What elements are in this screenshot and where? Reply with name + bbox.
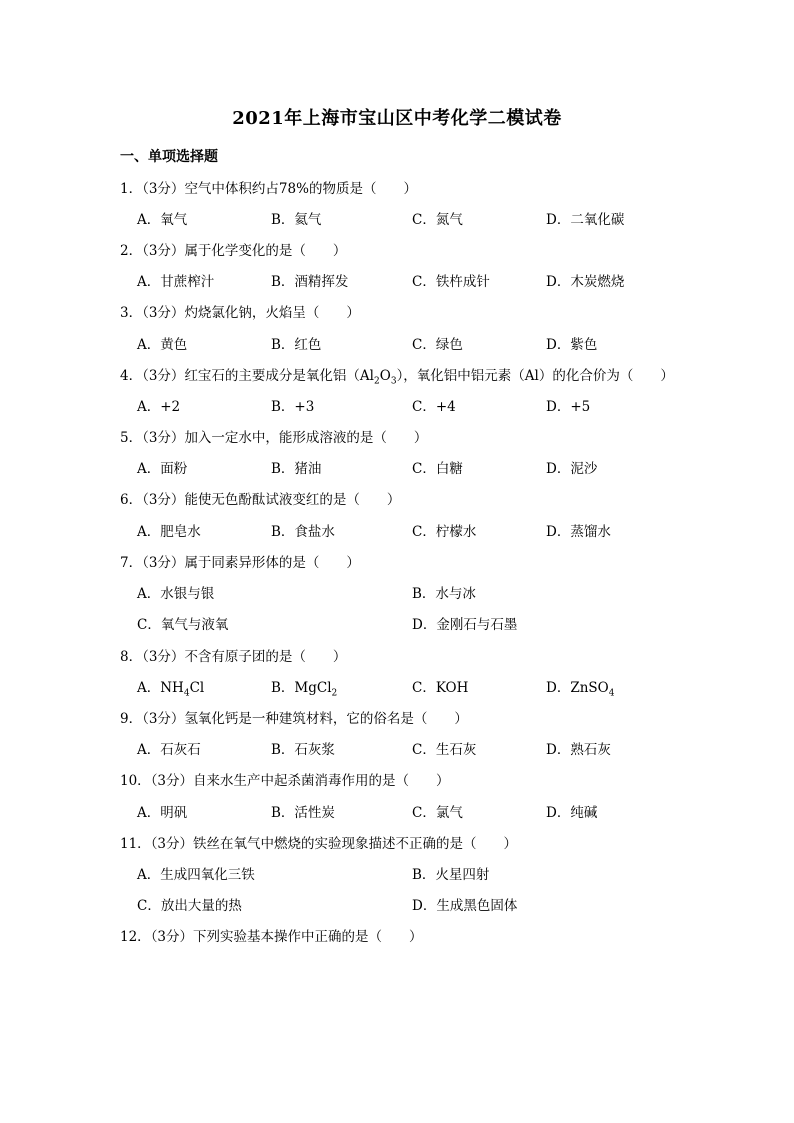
question-4	[120, 364, 674, 387]
subscript: 2	[331, 688, 338, 699]
question-score: （3分）	[142, 305, 185, 321]
exam-title: 2021年上海市宝山区中考化学二模试卷	[232, 108, 562, 129]
question-text: 氢氧化钙是一种建筑材料，它的俗名是（ ）	[184, 711, 468, 727]
option-d[interactable]: D．蒸馏水	[546, 524, 611, 540]
option-b[interactable]: B．石灰浆	[271, 742, 335, 758]
question-text: 属于化学变化的是（ ）	[184, 243, 347, 259]
option-c[interactable]: C．氯气	[412, 805, 463, 821]
question-8-options	[137, 676, 677, 699]
option-a[interactable]: A．黄色	[137, 337, 188, 353]
option-b[interactable]: B．水与冰	[412, 586, 476, 602]
question-5	[120, 426, 427, 446]
subscript: 4	[183, 688, 190, 699]
question-text: 不含有原子团的是（ ）	[184, 649, 347, 665]
option-a[interactable]: A．明矾	[137, 805, 188, 821]
question-text: 红宝石的主要成分是氧化铝（Al	[184, 368, 375, 384]
question-score: （3分）	[142, 555, 185, 571]
option-a[interactable]	[137, 676, 204, 699]
option-c[interactable]: C．+4	[412, 399, 456, 415]
question-7	[120, 551, 360, 571]
question-11-options-row2	[137, 894, 677, 912]
question-score: （3分）	[142, 430, 185, 446]
subscript: 4	[608, 688, 615, 699]
option-c[interactable]: C．柠檬水	[412, 524, 477, 540]
option-d[interactable]: D．二氧化碳	[546, 212, 625, 228]
question-score: （3分）	[142, 243, 185, 259]
question-number: 8．	[120, 649, 143, 665]
question-number: 4．	[120, 368, 143, 384]
option-a[interactable]: A．面粉	[137, 461, 188, 477]
question-number: 5．	[120, 430, 143, 446]
option-d[interactable]: D．熟石灰	[546, 742, 611, 758]
question-number: 3．	[120, 305, 143, 321]
option-c[interactable]: C．KOH	[412, 680, 469, 696]
option-c[interactable]: C．放出大量的热	[137, 898, 242, 914]
question-score: （3分）	[142, 492, 185, 508]
option-text: B．MgCl	[271, 680, 332, 696]
question-number: 12．	[120, 929, 151, 945]
question-text: 下列实验基本操作中正确的是（ ）	[193, 929, 423, 945]
question-number: 9．	[120, 711, 143, 727]
question-12	[120, 925, 423, 945]
question-number: 7．	[120, 555, 143, 571]
question-1	[120, 177, 417, 197]
option-d[interactable]: D．金刚石与石墨	[412, 617, 518, 633]
question-text: O	[379, 368, 391, 384]
question-score: （3分）	[150, 773, 194, 789]
option-a[interactable]: A．甘蔗榨汁	[137, 274, 215, 290]
question-score: （3分）	[150, 836, 194, 852]
question-score: （3分）	[150, 929, 194, 945]
option-b[interactable]: B．火星四射	[412, 867, 490, 883]
option-b[interactable]: B．食盐水	[271, 524, 335, 540]
question-2	[120, 239, 346, 259]
question-9-options	[137, 738, 677, 756]
option-d[interactable]: D．纯碱	[546, 805, 598, 821]
question-9	[120, 707, 468, 727]
question-5-options	[137, 457, 677, 475]
section-heading: 一、单项选择题	[120, 149, 218, 165]
option-d[interactable]: D．生成黑色固体	[412, 898, 518, 914]
question-number: 11．	[120, 836, 151, 852]
option-text: Cl	[189, 680, 205, 696]
question-text: 空气中体积约占78%的物质是（ ）	[184, 181, 417, 197]
question-6-options	[137, 520, 677, 538]
option-b[interactable]: B．猪油	[271, 461, 322, 477]
option-d[interactable]	[546, 676, 614, 699]
option-a[interactable]: A．水银与银	[137, 586, 215, 602]
question-3-options	[137, 333, 677, 351]
subscript: 3	[390, 376, 397, 387]
question-score: （3分）	[142, 649, 185, 665]
question-text: 灼烧氯化钠，火焰呈（ ）	[184, 305, 360, 321]
question-10-options	[137, 801, 677, 819]
option-b[interactable]	[271, 676, 337, 699]
option-c[interactable]: C．生石灰	[412, 742, 477, 758]
question-number: 10．	[120, 773, 151, 789]
question-11-options-row1	[137, 863, 677, 881]
question-text: 属于同素异形体的是（ ）	[184, 555, 360, 571]
option-d[interactable]: D．+5	[546, 399, 591, 415]
option-b[interactable]: B．酒精挥发	[271, 274, 349, 290]
option-text: D．ZnSO	[546, 680, 609, 696]
option-d[interactable]: D．紫色	[546, 337, 598, 353]
question-text: 自来水生产中起杀菌消毒作用的是（ ）	[193, 773, 450, 789]
question-text: 加入一定水中，能形成溶液的是（ ）	[184, 430, 428, 446]
question-number: 1．	[120, 181, 143, 197]
question-10	[120, 769, 450, 789]
subscript: 2	[374, 376, 380, 387]
question-6	[120, 488, 400, 508]
question-text: 铁丝在氧气中燃烧的实验现象描述不正确的是（ ）	[193, 836, 518, 852]
option-a[interactable]: A．石灰石	[137, 742, 201, 758]
option-c[interactable]: C．绿色	[412, 337, 463, 353]
option-b[interactable]: B．+3	[271, 399, 315, 415]
option-a[interactable]: A．+2	[137, 399, 181, 415]
question-score: （3分）	[142, 181, 185, 197]
question-1-options	[137, 208, 677, 226]
question-7-options-row1	[137, 582, 677, 600]
option-b[interactable]: B．活性炭	[271, 805, 335, 821]
option-text: A．NH	[137, 680, 184, 696]
option-a[interactable]: A．氧气	[137, 212, 188, 228]
option-b[interactable]: B．氦气	[271, 212, 322, 228]
question-3	[120, 301, 360, 321]
option-a[interactable]: A．生成四氧化三铁	[137, 867, 255, 883]
question-8	[120, 645, 346, 665]
question-4-options	[137, 395, 677, 413]
option-c[interactable]: C．铁杵成针	[412, 274, 490, 290]
question-text: 能使无色酚酞试液变红的是（ ）	[184, 492, 401, 508]
question-text: ），氧化铝中铝元素（Al）的化合价为（ ）	[396, 368, 674, 384]
option-d[interactable]: D．木炭燃烧	[546, 274, 625, 290]
option-c[interactable]: C．氧气与液氧	[137, 617, 229, 633]
question-score: （3分）	[142, 711, 185, 727]
question-number: 6．	[120, 492, 143, 508]
question-score: （3分）	[142, 368, 185, 384]
option-c[interactable]: C．氮气	[412, 212, 463, 228]
question-number: 2．	[120, 243, 143, 259]
question-11	[120, 832, 517, 852]
option-a[interactable]: A．肥皂水	[137, 524, 201, 540]
question-7-options-row2	[137, 613, 677, 631]
question-2-options	[137, 270, 677, 288]
option-d[interactable]: D．泥沙	[546, 461, 598, 477]
option-b[interactable]: B．红色	[271, 337, 322, 353]
option-c[interactable]: C．白糖	[412, 461, 463, 477]
